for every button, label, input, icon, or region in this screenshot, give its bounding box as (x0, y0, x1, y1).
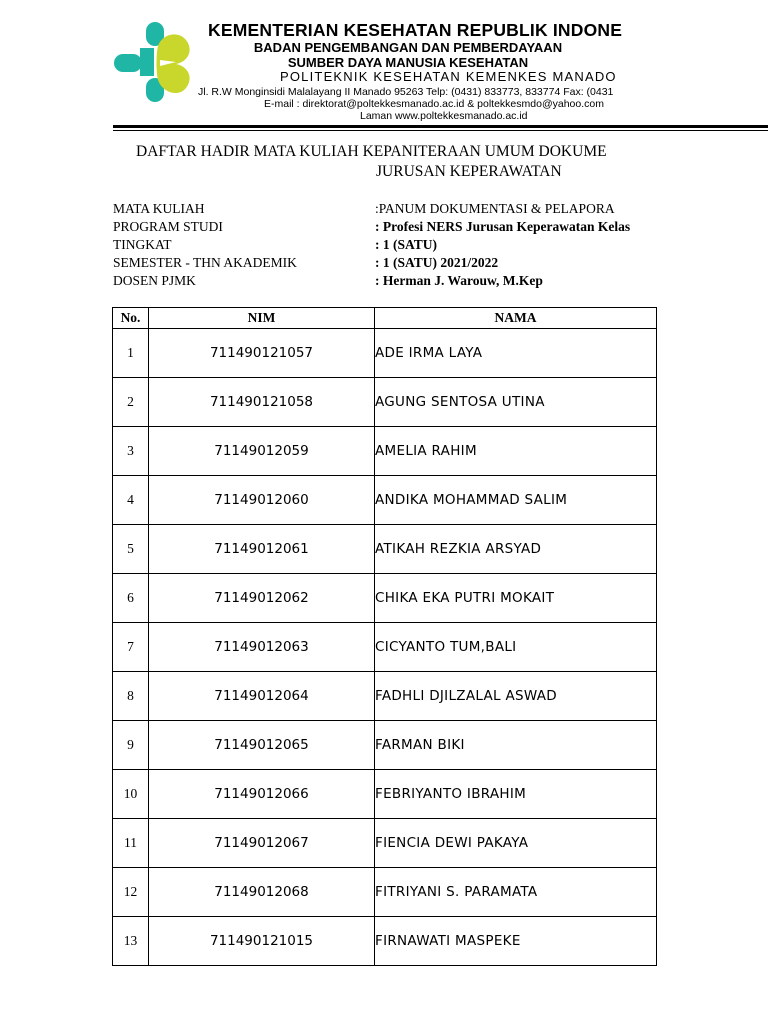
table-row (113, 476, 657, 525)
info-value: : Profesi NERS Jurusan Keperawatan Kelas (375, 219, 631, 234)
table-row (113, 868, 657, 917)
student-nim: 711490121057 (149, 329, 375, 378)
table-row (113, 329, 657, 378)
info-value: : 1 (SATU) 2021/2022 (375, 255, 499, 270)
table-header-row (113, 308, 657, 329)
info-row-semester (113, 255, 763, 273)
info-label: TINGKAT (113, 237, 172, 252)
table-row (113, 378, 657, 427)
row-number: 1 (113, 329, 149, 378)
info-row-course (113, 201, 763, 219)
student-name: AGUNG SENTOSA UTINA (375, 378, 657, 427)
header-no: No. (113, 308, 149, 329)
student-nim: 71149012061 (149, 525, 375, 574)
row-number: 4 (113, 476, 149, 525)
letterhead-rule-thin (113, 130, 768, 131)
attendance-table (112, 307, 657, 966)
institution-name: POLITEKNIK KESEHATAN KEMENKES MANADO (280, 69, 617, 84)
student-name: FADHLI DJILZALAL ASWAD (375, 672, 657, 721)
info-value: : 1 (SATU) (375, 237, 437, 252)
student-name: CICYANTO TUM,BALI (375, 623, 657, 672)
student-nim: 71149012062 (149, 574, 375, 623)
student-name: AMELIA RAHIM (375, 427, 657, 476)
row-number: 6 (113, 574, 149, 623)
ministry-name: KEMENTERIAN KESEHATAN REPUBLIK INDONE (208, 20, 623, 40)
row-number: 11 (113, 819, 149, 868)
student-name: FIRNAWATI MASPEKE (375, 917, 657, 966)
header-nim: NIM (149, 308, 375, 329)
table-row (113, 623, 657, 672)
table-row (113, 917, 657, 966)
student-name: FITRIYANI S. PARAMATA (375, 868, 657, 917)
student-name: FEBRIYANTO IBRAHIM (375, 770, 657, 819)
student-name: ATIKAH REZKIA ARSYAD (375, 525, 657, 574)
document-title: DAFTAR HADIR MATA KULIAH KEPANITERAAN UMUM DOKUME (136, 143, 607, 160)
email-line: E-mail : direktorat@poltekkesmanado.ac.id & poltekkesmdo@yahoo.com (264, 98, 604, 110)
table-body (113, 329, 657, 966)
row-number: 7 (113, 623, 149, 672)
table-row (113, 525, 657, 574)
student-name: ANDIKA MOHAMMAD SALIM (375, 476, 657, 525)
header-nama: NAMA (375, 308, 657, 329)
course-info (113, 201, 763, 291)
address: Jl. R.W Monginsidi Malalayang II Manado 95263 Telp: (0431) 833773, 833774 Fax: (0431 (198, 86, 614, 98)
student-name: ADE IRMA LAYA (375, 329, 657, 378)
row-number: 8 (113, 672, 149, 721)
table-row (113, 672, 657, 721)
row-number: 9 (113, 721, 149, 770)
student-nim: 71149012067 (149, 819, 375, 868)
info-label: MATA KULIAH (113, 201, 205, 216)
table-row (113, 770, 657, 819)
student-name: FARMAN BIKI (375, 721, 657, 770)
student-name: FIENCIA DEWI PAKAYA (375, 819, 657, 868)
row-number: 2 (113, 378, 149, 427)
table-row (113, 574, 657, 623)
agency-name-line2: SUMBER DAYA MANUSIA KESEHATAN (287, 55, 529, 70)
student-nim: 71149012065 (149, 721, 375, 770)
letterhead-rule-thick (113, 125, 768, 128)
agency-name-line1: BADAN PENGEMBANGAN DAN PEMBERDAYAAN (253, 40, 563, 55)
table-row (113, 427, 657, 476)
student-nim: 71149012068 (149, 868, 375, 917)
info-row-lecturer (113, 273, 763, 291)
letterhead (0, 0, 768, 135)
ministry-logo-icon (112, 20, 196, 104)
info-label: PROGRAM STUDI (113, 219, 223, 234)
student-nim: 711490121058 (149, 378, 375, 427)
row-number: 12 (113, 868, 149, 917)
info-value: : Herman J. Warouw, M.Kep (375, 273, 543, 288)
website-line: Laman www.poltekkesmanado.ac.id (360, 110, 528, 122)
student-nim: 71149012059 (149, 427, 375, 476)
row-number: 5 (113, 525, 149, 574)
info-row-program (113, 219, 763, 237)
row-number: 13 (113, 917, 149, 966)
student-nim: 71149012063 (149, 623, 375, 672)
info-label: SEMESTER - THN AKADEMIK (113, 255, 297, 270)
student-nim: 71149012066 (149, 770, 375, 819)
student-nim: 71149012060 (149, 476, 375, 525)
info-row-level (113, 237, 763, 255)
document-subtitle: JURUSAN KEPERAWATAN (376, 163, 562, 180)
student-nim: 71149012064 (149, 672, 375, 721)
student-name: CHIKA EKA PUTRI MOKAIT (375, 574, 657, 623)
row-number: 10 (113, 770, 149, 819)
info-value: :PANUM DOKUMENTASI & PELAPORA (375, 201, 615, 216)
student-nim: 711490121015 (149, 917, 375, 966)
table-row (113, 819, 657, 868)
info-label: DOSEN PJMK (113, 273, 196, 288)
row-number: 3 (113, 427, 149, 476)
table-row (113, 721, 657, 770)
